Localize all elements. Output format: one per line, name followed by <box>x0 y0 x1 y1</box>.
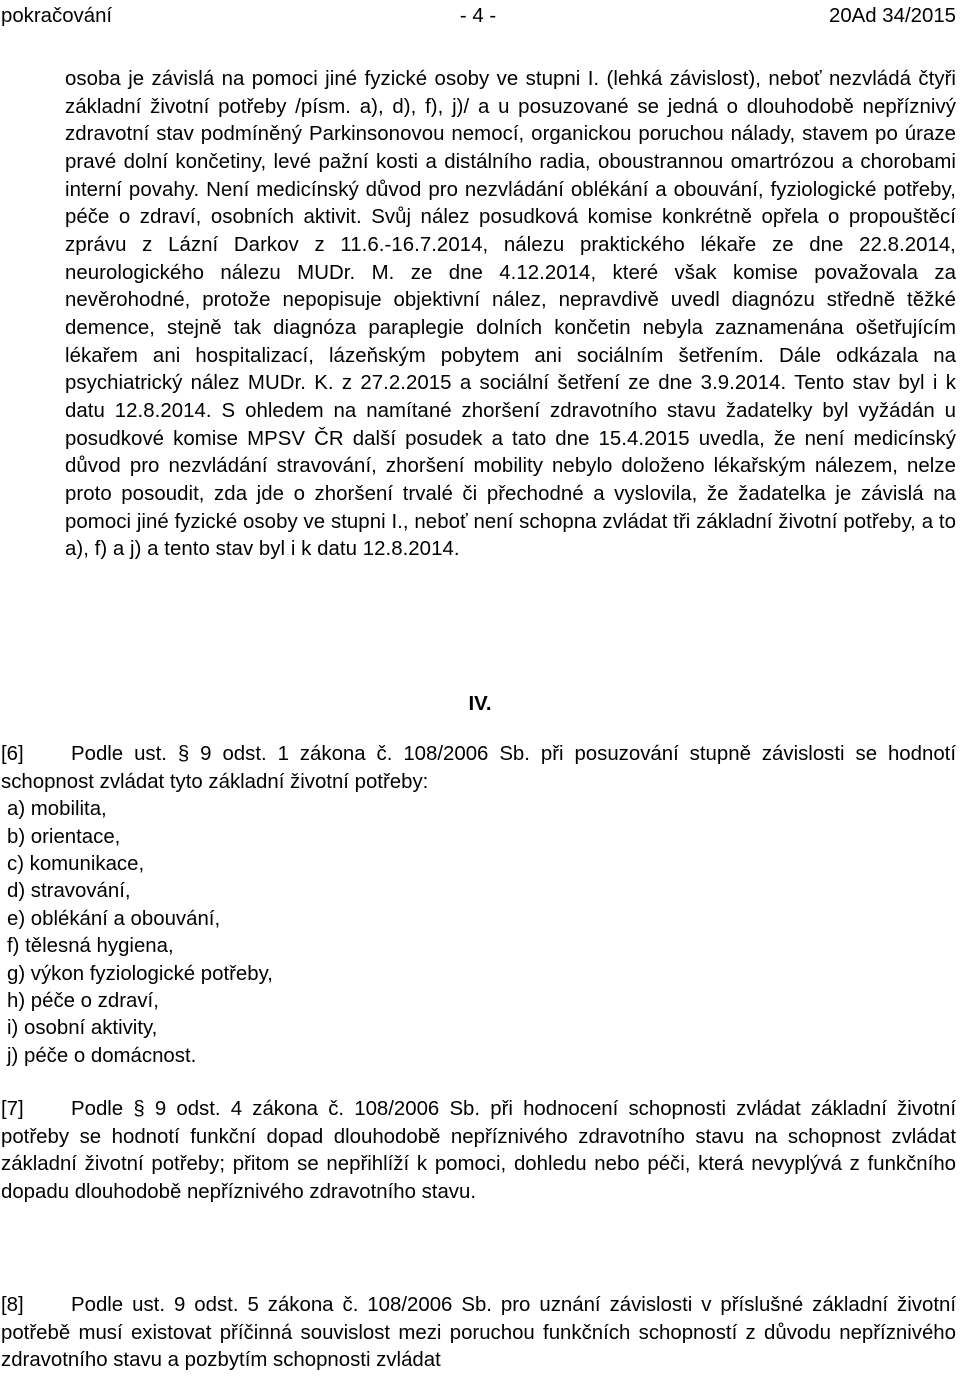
paragraph-7 <box>1 1096 956 1206</box>
page-number: - 4 - <box>459 5 497 27</box>
paragraph-text: Podle § 9 odst. 4 zákona č. 108/2006 Sb. při hodnocení schopnosti zvládat základní životní potřeby se hodnotí funkční dopad dlouhodobě nepříznivého zdravotního stavu na schopnost zvládat základní životní potřeby; přitom se nepřihlíží k pomoci, dohledu nebo péči, která nevyplývá z funkčního dopadu dlouhodobě nepříznivého zdravotního stavu. <box>1 1098 956 1203</box>
section-heading: IV. <box>468 693 492 715</box>
paragraph-text: Podle ust. § 9 odst. 1 zákona č. 108/2006 Sb. při posuzování stupně závislosti se hodnotí schopnost zvládat tyto základní životní potřeby: <box>1 743 956 793</box>
paragraph-number: [6] <box>1 743 24 765</box>
list-item: j) péče o domácnost. <box>7 1044 197 1067</box>
paragraph-number: [7] <box>1 1098 24 1120</box>
list-item: i) osobní aktivity, <box>7 1017 158 1040</box>
list-item: a) mobilita, <box>7 798 107 821</box>
paragraph-number: [8] <box>1 1294 24 1316</box>
case-number: 20Ad 34/2015 <box>829 5 956 27</box>
page-header <box>0 2 956 30</box>
list-item: c) komunikace, <box>7 853 145 875</box>
life-needs-list <box>1 796 956 1070</box>
header-continuation-label: pokračování <box>1 5 113 27</box>
list-item: g) výkon fyziologické potřeby, <box>7 962 273 985</box>
list-item: b) orientace, <box>7 825 121 848</box>
paragraph-8 <box>1 1292 956 1375</box>
list-item: e) oblékání a obouvání, <box>7 907 221 930</box>
paragraph-6 <box>1 741 956 1070</box>
list-item: d) stravování, <box>7 880 131 903</box>
list-item: h) péče o zdraví, <box>7 990 159 1013</box>
list-item: f) tělesná hygiena, <box>7 935 174 958</box>
continuation-paragraph: osoba je závislá na pomoci jiné fyzické osoby ve stupni I. (lehká závislost), neboť nezvládá čtyři základní životní potřeby /písm. a), d), f), j)/ a u posuzované se jedná o dlouhodobě nepříznivý zdravotní stav podmíněný Parkinsonovou nemocí, organickou poruchou nálady, stavem po úraze pravé dolní končetiny, levé pažní kosti a distálního radia, oboustrannou omartrózou a chorobami interní povahy. Není medicínský důvod pro nezvládání oblékání a obouvání, fyziologické potřeby, péče o zdraví, osobních aktivit. Svůj nález posudková komise konkrétně opřela o propouštěcí zprávu z Lázní Darkov z 11.6.-16.7.2014, nálezu praktického lékaře ze dne 22.8.2014, neurologického nálezu MUDr. M. ze dne 4.12.2014, které však komise považovala za nevěrohodné, protože nepopisuje objektivní nález, nepravdivě uvedl diagnózu středně těžké demence, stejně tak diagnóza paraplegie dolních končetin nebyla zaznamenána ošetřujícím lékařem ani hospitalizací, lázeňským pobytem ani sociálním šetřením. Dále odkázala na psychiatrický nález MUDr. K. z 27.2.2015 a sociální šetření ze dne 3.9.2014. Tento stav byl i k datu 12.8.2014. S ohledem na namítané zhoršení zdravotního stavu žadatelky byl vyžádán u posudkové komise MPSV ČR další posudek a tato dne 15.4.2015 uvedla, že není medicínský důvod pro nezvládání stravování, zhoršení mobility nebylo doloženo lékařským nálezem, nelze proto posoudit, zda jde o zhoršení trvalé či přechodné a vyslovila, že žadatelka je závislá na pomoci jiné fyzické osoby ve stupni I., neboť není schopna zvládat tři základní životní potřeby, a to a), f) a j) a tento stav byl i k datu 12.8.2014. <box>65 68 956 561</box>
paragraph-text: Podle ust. 9 odst. 5 zákona č. 108/2006 Sb. pro uznání závislosti v příslušné základní životní potřebě musí existovat příčinná souvislost mezi poruchou funkčních schopností z důvodu nepříznivého zdravotního stavu a pozbytím schopnosti zvládat <box>1 1294 956 1372</box>
